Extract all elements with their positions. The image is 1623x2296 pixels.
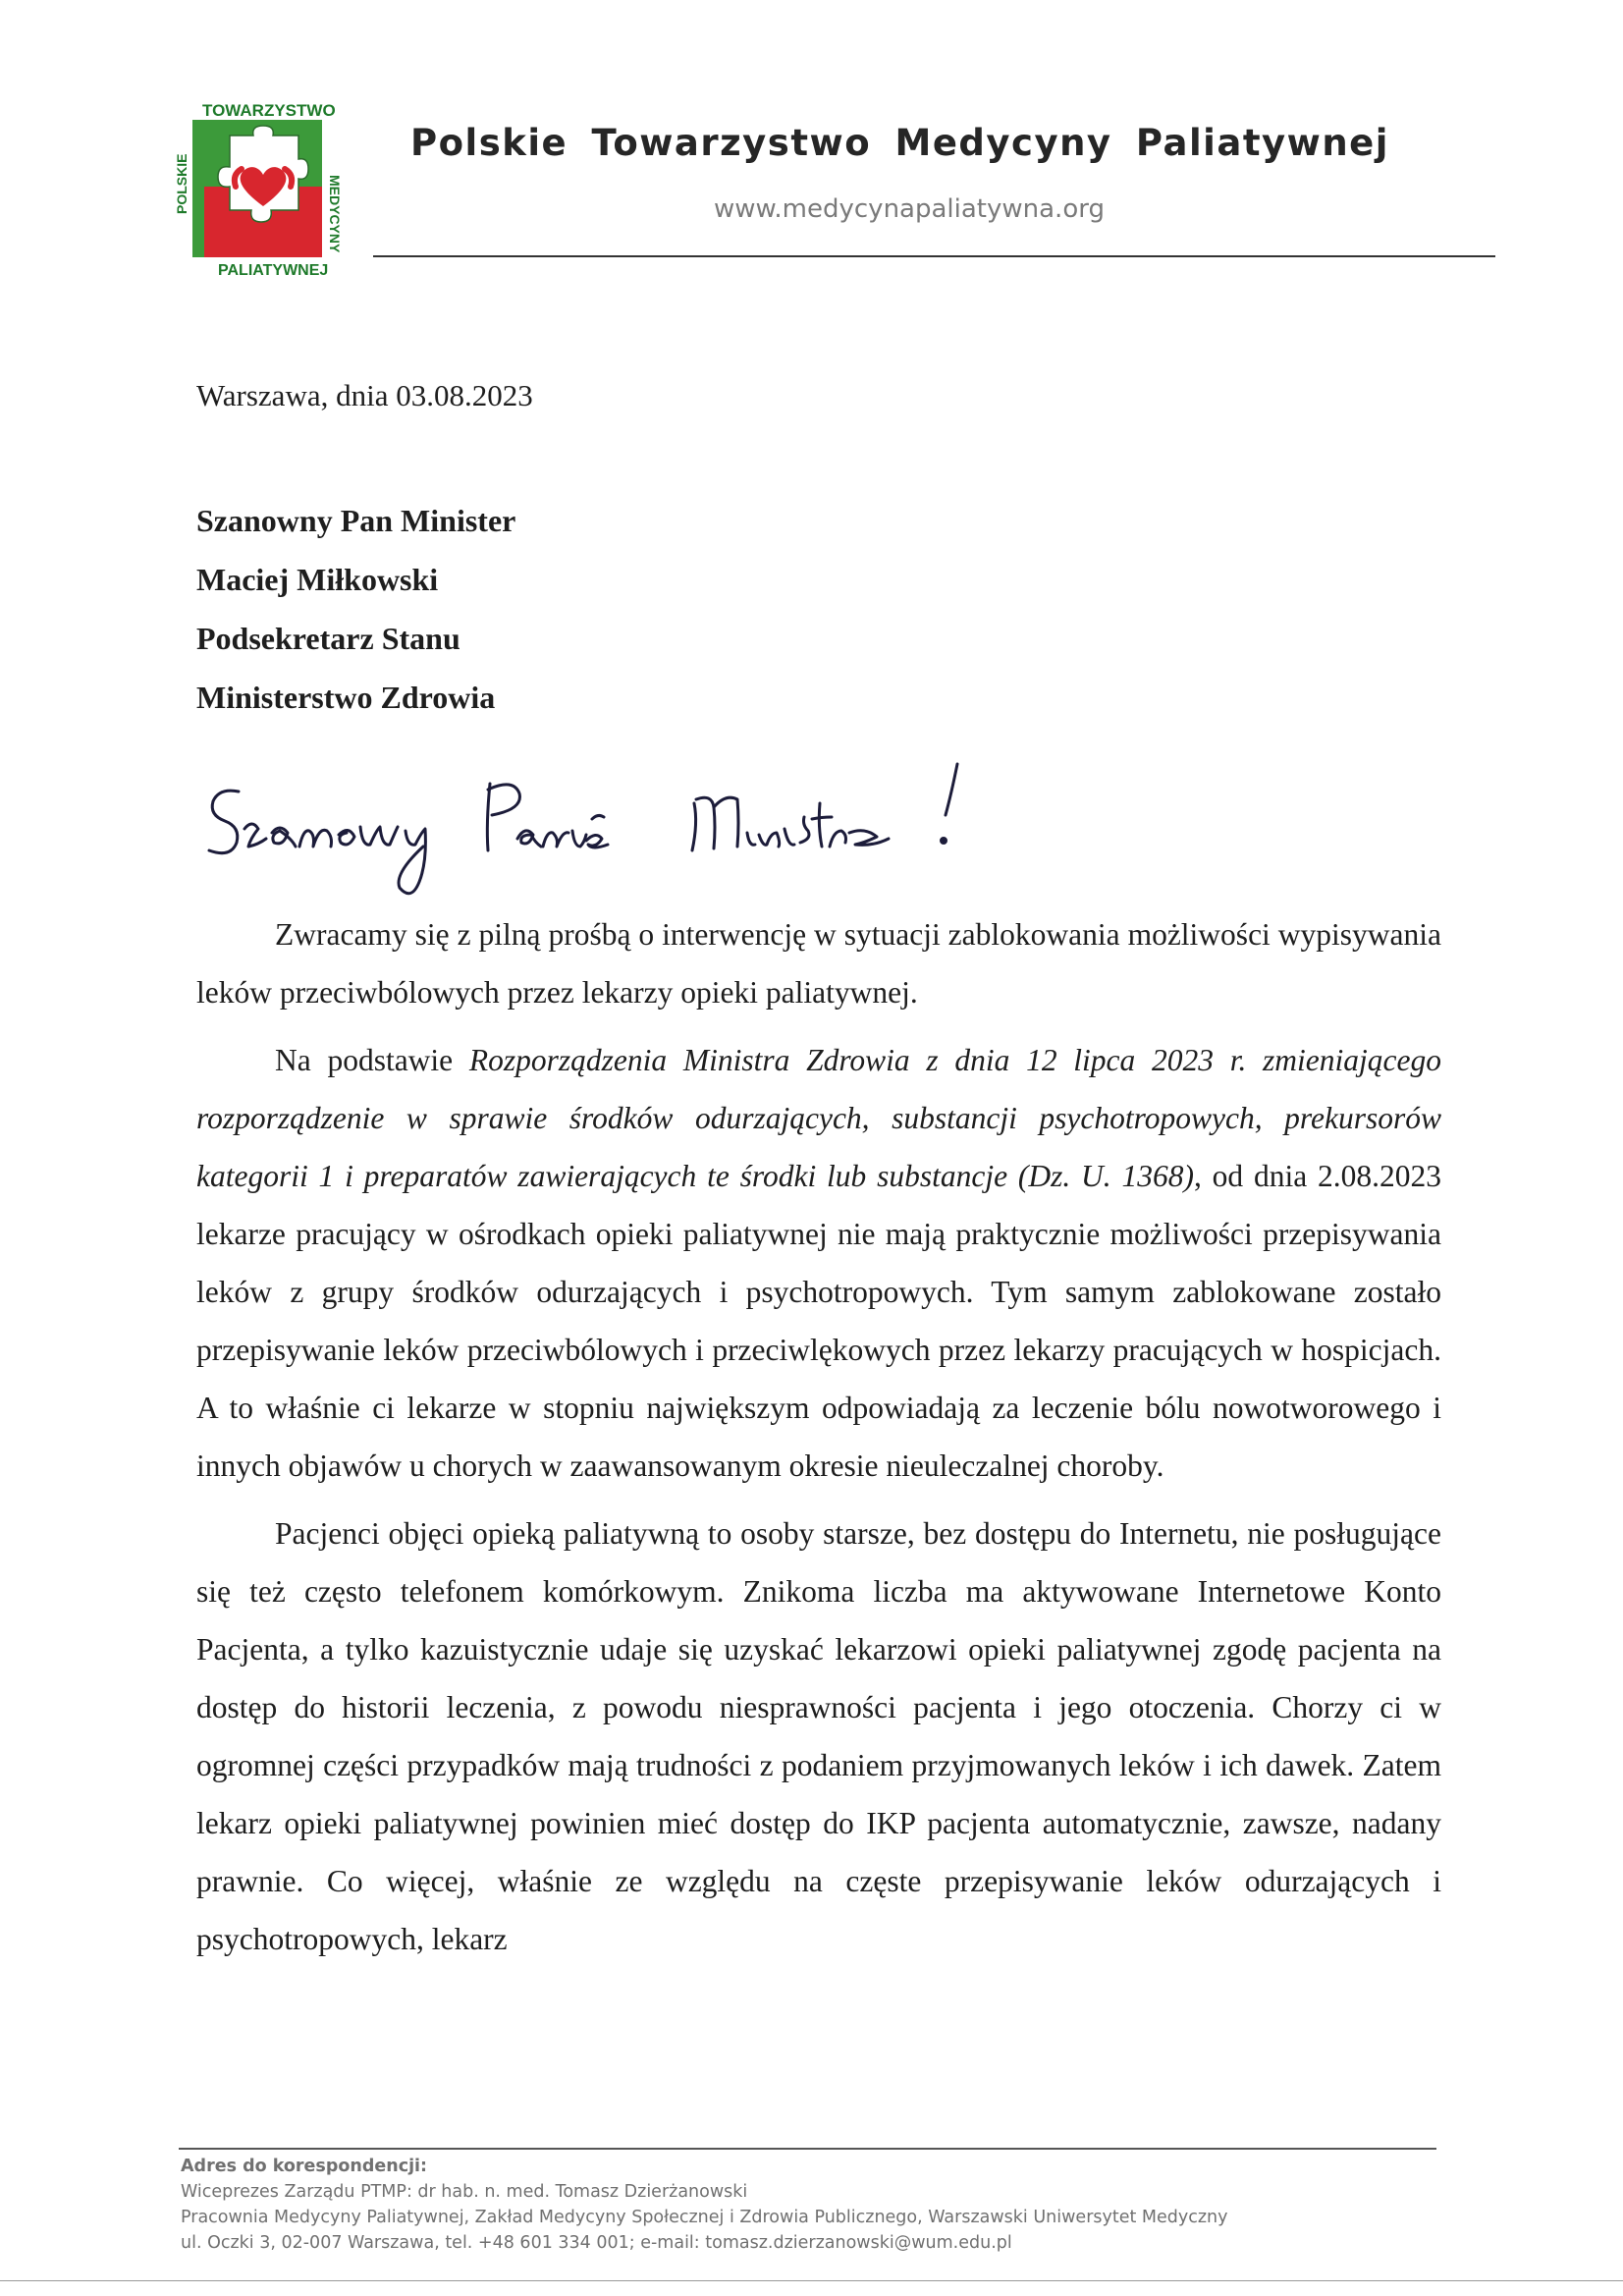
logo-text-bottom: PALIATYWNEJ: [218, 262, 329, 279]
paragraph-text: Zwracamy się z pilną prośbą o interwencję w sytuacji zablokowania możliwości wypisywania leków przeciwbólowych przez lekarzy opieki paliatywnej.: [196, 917, 1441, 1010]
paragraph-text: , od dnia 2.08.2023 lekarze pracujący w ośrodkach opieki paliatywnej nie mają praktycznie możliwości przepisywania leków z grupy środków odurzających i psychotropowych. Tym samym zablokowane zostało przepisywanie leków przeciwbólowych i przeciwlękowych przez lekarzy pracujących w hospicjach. A to właśnie ci lekarze w stopniu największym odpowiadają za leczenie bólu nowotworowego i innych objawów u chorych w zaawansowanym okresie nieuleczalnej choroby.: [196, 1159, 1442, 1483]
footer-line: Pracownia Medycyny Paliatywnej, Zakład Medycyny Społecznej i Zdrowia Publicznego, Warszawski Uniwersytet Medyczny: [181, 2208, 1228, 2227]
puzzle-heart-logo: [173, 96, 369, 281]
logo-text-right: MEDYCYNY: [327, 175, 343, 253]
addressee-line: Ministerstwo Zdrowia: [196, 680, 496, 715]
logo-text-left: POLSKIE: [174, 153, 189, 214]
correspondence-footer: [181, 2154, 1228, 2256]
addressee-block: [196, 491, 515, 727]
logo-text-top: TOWARZYSTWO: [202, 101, 336, 120]
organization-logo: [173, 96, 369, 281]
body-paragraph: [196, 1031, 1441, 1495]
footer-heading: Adres do korespondencji:: [181, 2157, 428, 2176]
footer-line: Wiceprezes Zarządu PTMP: dr hab. n. med. Tomasz Dzierżanowski: [181, 2182, 748, 2202]
handwritten-salutation: [201, 744, 1085, 911]
header-divider: [373, 255, 1495, 257]
letter-date: Warszawa, dnia 03.08.2023: [196, 378, 533, 412]
addressee-line: Maciej Miłkowski: [196, 562, 439, 597]
handwritten-salutation-image: [201, 744, 1085, 911]
addressee-line: Szanowny Pan Minister: [196, 503, 516, 538]
footer-line: ul. Oczki 3, 02-007 Warszawa, tel. +48 601 334 001; e-mail: tomasz.dzierzanowski@wum.edu.pl: [181, 2233, 1012, 2253]
body-paragraph: [196, 1504, 1441, 1968]
footer-divider: [179, 2148, 1436, 2150]
letter-body: [196, 905, 1441, 1978]
organization-website: www.medycynapaliatywna.org: [714, 194, 1105, 224]
organization-name: Polskie Towarzystwo Medycyny Paliatywnej: [410, 122, 1389, 164]
paragraph-text: Pacjenci objęci opieką paliatywną to osoby starsze, bez dostępu do Internetu, nie posługujące się też często telefonem komórkowym. Znikoma liczba ma aktywowane Internetowe Konto Pacjenta, a tylko kazuistycznie udaje się uzyskać lekarzowi opieki paliatywnej zgodę pacjenta na dostęp do historii leczenia, z powodu niesprawności pacjenta i jego otoczenia. Chorzy ci w ogromnej części przypadków mają trudności z podaniem przyjmowanych leków i ich dawek. Zatem lekarz opieki paliatywnej powinien mieć dostęp do IKP pacjenta automatycznie, zawsze, nadany prawnie. Co więcej, właśnie ze względu na częste przepisywanie leków odurzających i psychotropowych, lekarz: [196, 1516, 1441, 1956]
italic-citation-text: Rozporządzenia Ministra Zdrowia z dnia 12 lipca 2023 r. zmieniającego rozporządzenie w sprawie środków odurzających, substancji psychotropowych, prekursorów kategorii 1 i preparatów zawierających te środki lub substancje (Dz. U. 1368): [196, 1043, 1442, 1193]
body-paragraph: [196, 905, 1441, 1021]
page-bottom-edge: [0, 2280, 1623, 2281]
addressee-line: Podsekretarz Stanu: [196, 621, 460, 656]
paragraph-text: Na podstawie: [275, 1043, 469, 1077]
